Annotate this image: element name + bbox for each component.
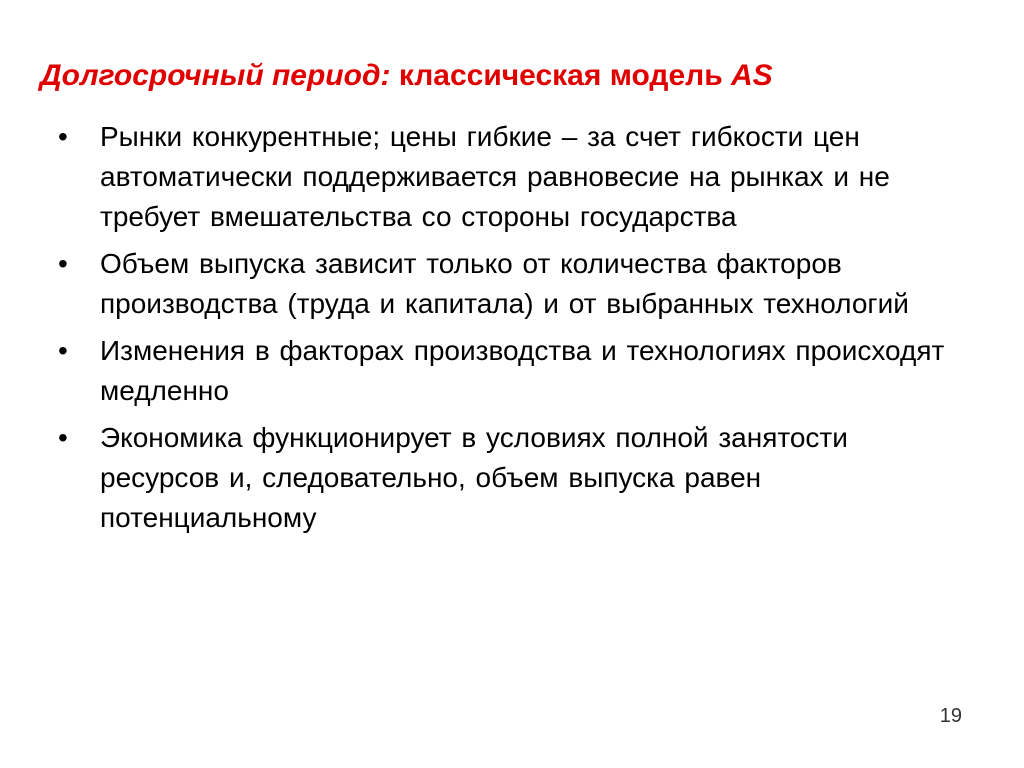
- bullet-text: Изменения в факторах производства и технологиях происходят медленно: [100, 335, 945, 406]
- bullet-list: [58, 117, 958, 545]
- bullet-item: [58, 418, 958, 538]
- bullet-icon: •: [58, 335, 68, 366]
- bullet-text: Объем выпуска зависит только от количества факторов производства (труда и капитала) и от выбранных технологий: [100, 248, 909, 319]
- title-italic-part: Долгосрочный период:: [40, 59, 391, 92]
- bullet-icon: •: [58, 121, 68, 152]
- bullet-item: [58, 331, 958, 411]
- bullet-item: [58, 117, 958, 237]
- bullet-icon: •: [58, 422, 68, 453]
- bullet-item: [58, 244, 958, 324]
- page-number: 19: [939, 705, 962, 727]
- slide-title: [40, 54, 1000, 98]
- title-suffix: AS: [722, 59, 773, 92]
- bullet-text: Экономика функционирует в условиях полной занятости ресурсов и, следовательно, объем выпуска равен потенциальному: [100, 422, 848, 533]
- title-regular-part: классическая модель: [390, 59, 723, 92]
- bullet-text: Рынки конкурентные; цены гибкие – за счет гибкости цен автоматически поддерживается равновесие на рынках и не требует вмешательства со стороны государства: [100, 121, 890, 232]
- bullet-icon: •: [58, 248, 68, 279]
